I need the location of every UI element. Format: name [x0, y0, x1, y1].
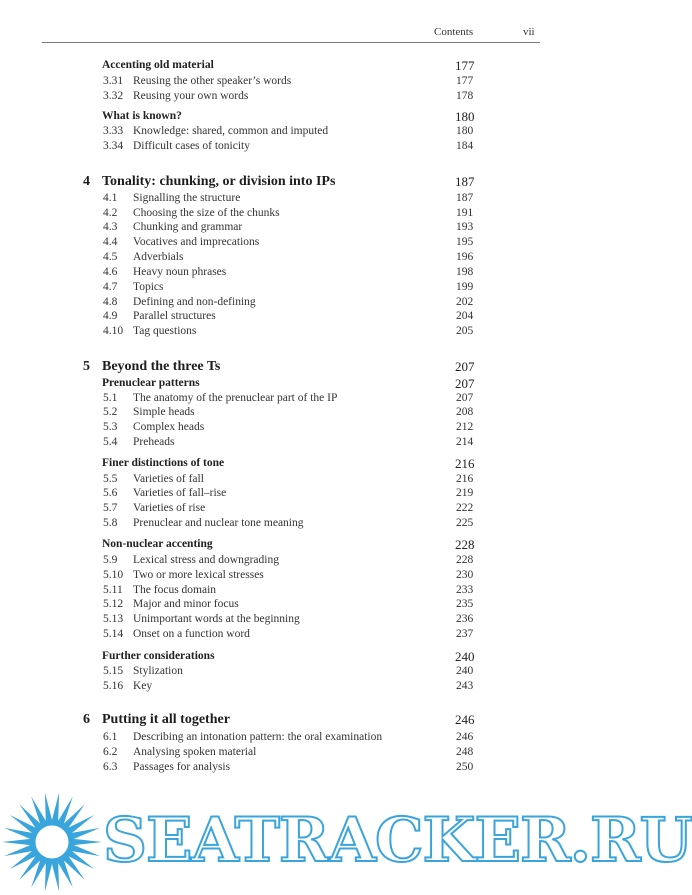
toc-page: 228 [456, 554, 474, 566]
toc-section-row [0, 139, 608, 153]
toc-title: Onset on a function word [133, 628, 250, 640]
toc-page: 207 [456, 392, 474, 404]
toc-page: 216 [456, 473, 474, 485]
toc-page: 180 [456, 125, 474, 137]
toc-page: 207 [455, 376, 475, 391]
toc-number: 5.7 [103, 502, 118, 514]
toc-title: Signalling the structure [133, 192, 241, 204]
running-head-page-number: vii [523, 26, 535, 38]
toc-title: Accenting old material [102, 59, 214, 71]
toc-section-row [0, 553, 608, 567]
toc-group-heading [0, 109, 608, 124]
toc-number: 4.4 [103, 236, 118, 248]
toc-section-row [0, 405, 608, 419]
toc-title: Passages for analysis [133, 761, 231, 773]
toc-title: Vocatives and imprecations [133, 236, 260, 248]
toc-title: Describing an intonation pattern: the oral examination [133, 731, 383, 743]
toc-page: 230 [456, 569, 474, 581]
toc-title: Major and minor focus [133, 598, 239, 610]
toc-page: 204 [456, 310, 474, 322]
watermark-text: SEATRACKER.RU [103, 805, 692, 876]
toc-page: 196 [456, 251, 474, 263]
toc-page: 243 [456, 680, 474, 692]
toc-chapter-number: 6 [83, 712, 90, 727]
toc-section-row [0, 89, 608, 103]
toc-number: 5.5 [103, 473, 118, 485]
toc-title: Non-nuclear accenting [102, 538, 213, 550]
toc-section-row [0, 627, 608, 641]
toc-title: Reusing the other speaker’s words [133, 75, 292, 87]
toc-page: 235 [456, 598, 474, 610]
toc-title: Finer distinctions of tone [102, 457, 225, 469]
toc-title: Heavy noun phrases [133, 266, 227, 278]
toc-page: 177 [455, 58, 475, 73]
toc-section-row [0, 309, 608, 323]
toc-title: Simple heads [133, 406, 195, 418]
toc-title: Reusing your own words [133, 90, 249, 102]
toc-title: Further considerations [102, 650, 215, 662]
toc-title: What is known? [102, 110, 182, 122]
toc-number: 5.8 [103, 517, 118, 529]
toc-number: 5.3 [103, 421, 118, 433]
toc-page: 233 [456, 584, 474, 596]
toc-page: 246 [456, 731, 474, 743]
toc-section-row [0, 679, 608, 693]
toc-number: 5.15 [103, 665, 124, 677]
toc-title: Varieties of fall [133, 473, 204, 485]
toc-number: 5.16 [103, 680, 124, 692]
toc-title: Stylization [133, 665, 183, 677]
toc-section-row [0, 597, 608, 611]
toc-page: 208 [456, 406, 474, 418]
toc-number: 5.6 [103, 487, 118, 499]
toc-page: 178 [456, 90, 474, 102]
toc-number: 4.5 [103, 251, 118, 263]
toc-number: 5.1 [103, 392, 118, 404]
toc-title: Parallel structures [133, 310, 216, 322]
toc-number: 5.14 [103, 628, 124, 640]
toc-group-heading [0, 58, 608, 73]
toc-number: 3.34 [103, 140, 124, 152]
toc-title: Varieties of fall–rise [133, 487, 227, 499]
toc-page: 184 [456, 140, 474, 152]
toc-section-row [0, 486, 608, 500]
toc-number: 4.6 [103, 266, 118, 278]
toc-title: Preheads [133, 436, 175, 448]
toc-chapter-row [0, 711, 608, 729]
toc-section-row [0, 420, 608, 434]
toc-section-row [0, 501, 608, 515]
toc-page: 198 [456, 266, 474, 278]
toc-title: Lexical stress and downgrading [133, 554, 279, 566]
toc-page: 228 [455, 537, 475, 552]
toc-title: Complex heads [133, 421, 205, 433]
toc-number: 4.7 [103, 281, 118, 293]
toc-page: 187 [455, 174, 475, 189]
toc-section-row [0, 250, 608, 264]
toc-number: 6.2 [103, 746, 118, 758]
toc-chapter-number: 5 [83, 359, 90, 374]
toc-page: 205 [456, 325, 474, 337]
toc-section-row [0, 206, 608, 220]
toc-number: 4.1 [103, 192, 118, 204]
toc-page: 195 [456, 236, 474, 248]
toc-title: Key [133, 680, 153, 692]
toc-title: Knowledge: shared, common and imputed [133, 125, 329, 137]
sunburst-icon [0, 790, 110, 895]
toc-group-heading [0, 537, 608, 552]
toc-title: Topics [133, 281, 164, 293]
toc-number: 3.31 [103, 75, 124, 87]
toc-section-row [0, 472, 608, 486]
toc-page: 202 [456, 296, 474, 308]
toc-number: 5.11 [103, 584, 123, 596]
toc-group-heading [0, 649, 608, 664]
toc-page: 199 [456, 281, 474, 293]
toc-page: 240 [455, 649, 475, 664]
toc-title: Prenuclear patterns [102, 377, 200, 389]
toc-number: 5.4 [103, 436, 118, 448]
toc-page: 193 [456, 221, 474, 233]
toc-number: 4.3 [103, 221, 118, 233]
toc-number: 6.3 [103, 761, 118, 773]
toc-number: 5.9 [103, 554, 118, 566]
toc-page: 191 [456, 207, 474, 219]
toc-section-row [0, 191, 608, 205]
toc-title: Analysing spoken material [133, 746, 257, 758]
toc-page: 225 [456, 517, 474, 529]
toc-section-row [0, 220, 608, 234]
toc-page: 187 [456, 192, 474, 204]
running-head [0, 26, 608, 42]
toc-title: Tonality: chunking, or division into IPs [102, 174, 336, 189]
toc-title: Chunking and grammar [133, 221, 243, 233]
toc-section-row [0, 124, 608, 138]
toc-section-row [0, 265, 608, 279]
toc-section-row [0, 730, 608, 744]
toc-page: 177 [456, 75, 474, 87]
toc-page: 237 [456, 628, 474, 640]
toc-group-heading [0, 376, 608, 391]
toc-page: 219 [456, 487, 474, 499]
toc-title: Prenuclear and nuclear tone meaning [133, 517, 304, 529]
toc-number: 6.1 [103, 731, 118, 743]
toc-page: 246 [455, 712, 475, 727]
toc-number: 5.2 [103, 406, 118, 418]
toc-page: 180 [455, 109, 475, 124]
toc-page: 250 [456, 761, 474, 773]
toc-title: Putting it all together [102, 712, 230, 727]
toc-section-row [0, 516, 608, 530]
toc-title: Varieties of rise [133, 502, 206, 514]
toc-page: 212 [456, 421, 474, 433]
toc-title: Difficult cases of tonicity [133, 140, 250, 152]
toc-title: Unimportant words at the beginning [133, 613, 300, 625]
toc-number: 3.33 [103, 125, 124, 137]
toc-page: 207 [455, 359, 475, 374]
header-rule [42, 42, 540, 43]
toc-section-row [0, 391, 608, 405]
toc-number: 4.10 [103, 325, 124, 337]
toc-title: Defining and non-defining [133, 296, 256, 308]
toc-section-row [0, 324, 608, 338]
toc-group-heading [0, 456, 608, 471]
watermark [0, 790, 692, 895]
toc-number: 5.13 [103, 613, 124, 625]
toc-title: Adverbials [133, 251, 184, 263]
toc-section-row [0, 664, 608, 678]
running-head-title: Contents [434, 26, 474, 38]
toc-number: 4.2 [103, 207, 118, 219]
toc-section-row [0, 583, 608, 597]
toc-section-row [0, 760, 608, 774]
toc-title: Beyond the three Ts [102, 359, 221, 374]
toc-title: The anatomy of the prenuclear part of the IP [133, 392, 338, 404]
toc-section-row [0, 280, 608, 294]
toc-section-row [0, 295, 608, 309]
toc-page: 222 [456, 502, 474, 514]
toc-number: 4.9 [103, 310, 118, 322]
toc-number: 3.32 [103, 90, 124, 102]
toc-title: Tag questions [133, 325, 197, 337]
toc-chapter-row [0, 358, 608, 376]
toc-number: 4.8 [103, 296, 118, 308]
toc-page: 248 [456, 746, 474, 758]
toc-page: 216 [455, 456, 475, 471]
toc-chapter-row [0, 173, 608, 191]
toc-section-row [0, 612, 608, 626]
toc-number: 5.12 [103, 598, 124, 610]
toc-page: 214 [456, 436, 474, 448]
toc-chapter-number: 4 [83, 174, 90, 189]
toc-section-row [0, 235, 608, 249]
toc-section-row [0, 74, 608, 88]
toc-number: 5.10 [103, 569, 124, 581]
toc-title: The focus domain [133, 584, 217, 596]
toc-title: Choosing the size of the chunks [133, 207, 280, 219]
toc-page: 236 [456, 613, 474, 625]
toc-section-row [0, 435, 608, 449]
toc-title: Two or more lexical stresses [133, 569, 264, 581]
toc-page: 240 [456, 665, 474, 677]
toc-section-row [0, 568, 608, 582]
toc-section-row [0, 745, 608, 759]
